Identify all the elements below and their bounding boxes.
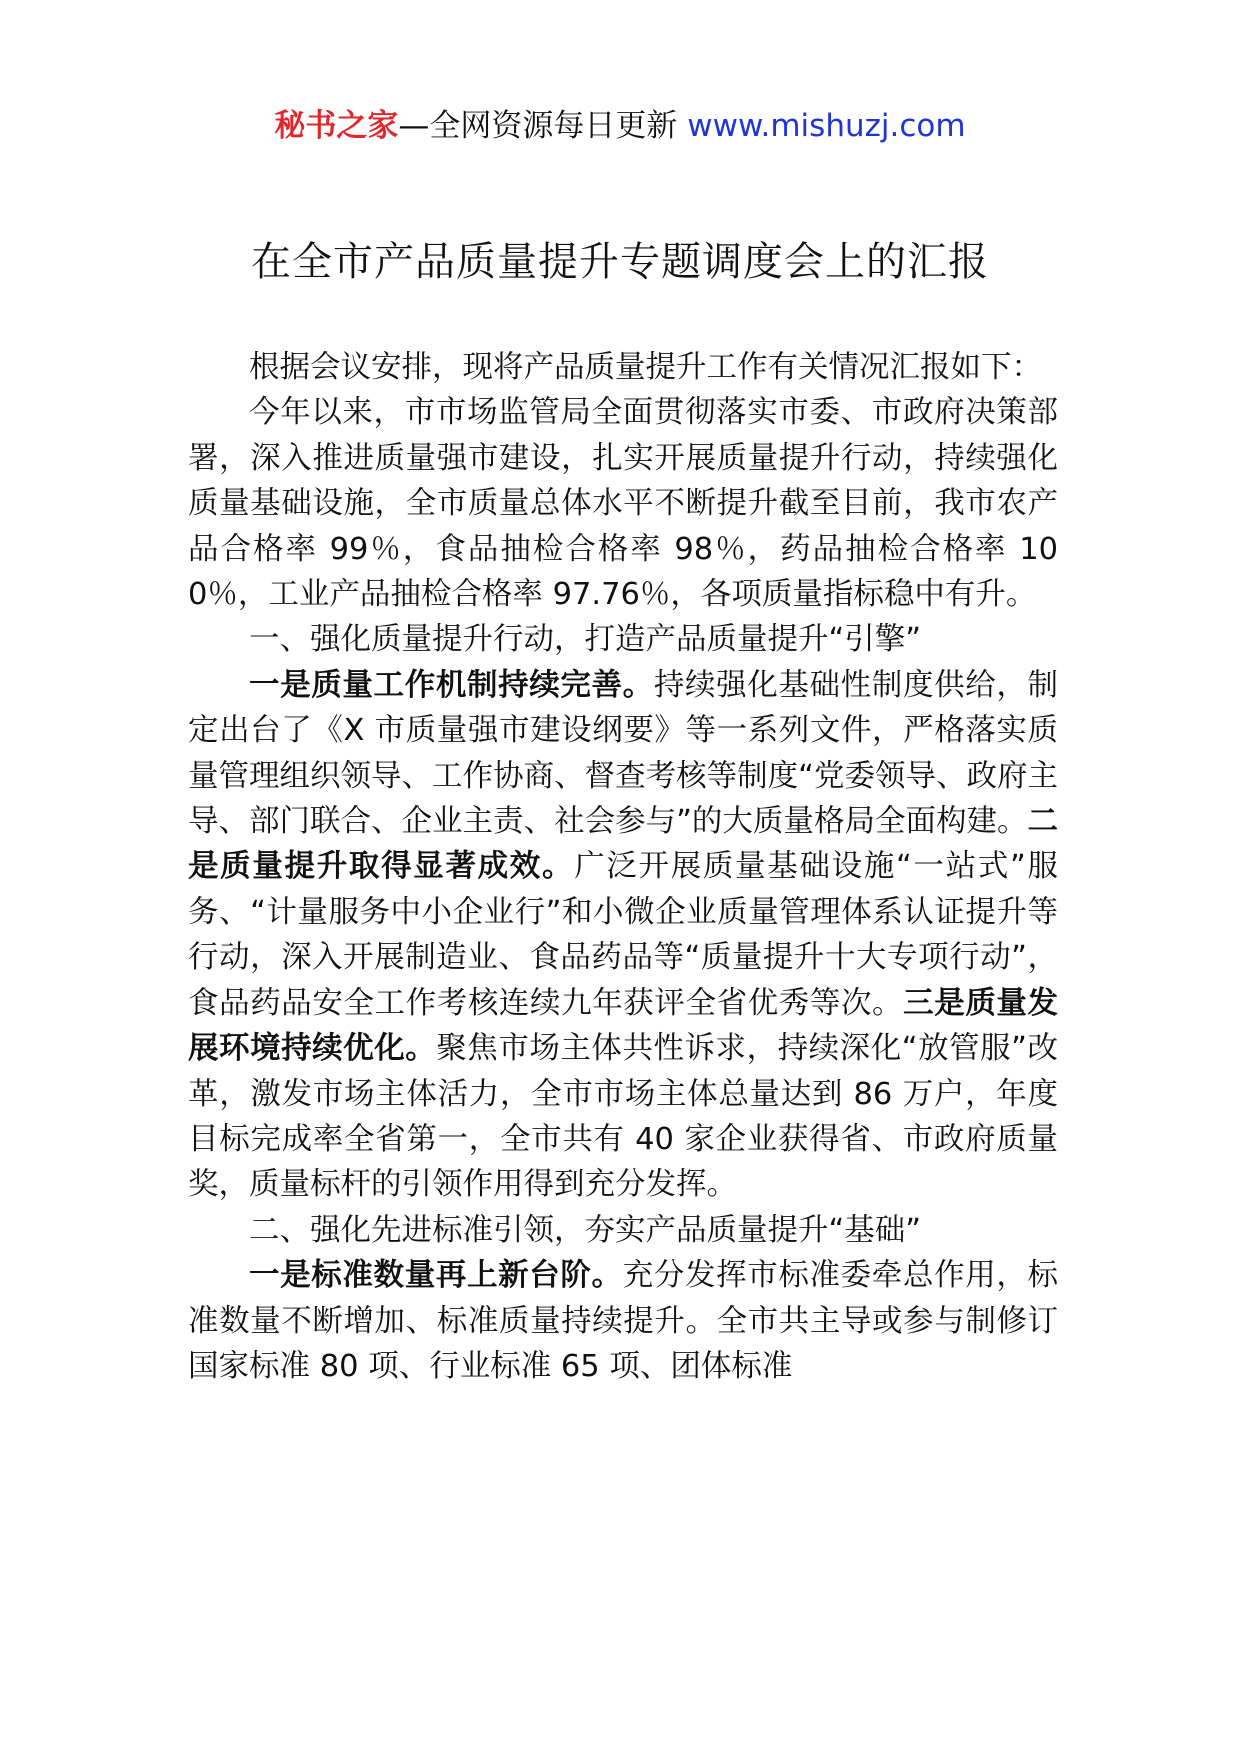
section-1-point-1-text: 持续强化基础性制度供给，制定出台了《X 市质量强市建设纲要》等一系列文件，严格落实质量管理组织领导、工作协商、督查考核等制度“党委领导、政府主导、部门联合、企业主责、社会参与”的大质量格局全面构建。 [188,667,1059,840]
section-1-point-2-text: 广泛开展质量基础设施“一站式”服务、“计量服务中小企业行”和小微企业质量管理体系认证提升等行动，深入开展制造业、食品药品等“质量提升十大专项行动”，食品药品安全工作考核连续九年获评全省优秀等次。 [188,849,1059,1021]
intro-paragraph: 根据会议安排，现将产品质量提升工作有关情况汇报如下： [249,350,1042,385]
site-slogan: —全网资源每日更新 [398,108,688,144]
section-2-point-1-lead: 一是标准数量再上新台阶。 [249,1258,623,1294]
document-body [188,345,1058,1389]
section-1-point-1-lead: 一是质量工作机制持续完善。 [249,667,654,703]
section-1-heading: 一、强化质量提升行动，打造产品质量提升“引擎” [249,622,922,658]
section-2-paragraph [188,1253,1058,1389]
section-1-point-3-text: 聚焦市场主体共性诉求，持续深化“放管服”改革，激发市场主体活力，全市市场主体总量达到 86 万户，年度目标完成率全省第一，全市共有 40 家企业获得省、市政府质量奖，质量标杆的引领作用得到充分发挥。 [188,1031,1059,1203]
section-1-paragraph [188,663,1058,1208]
section-1-point-3-lead: 三是质量发展环境持续优化。 [188,985,1059,1067]
site-url-link[interactable]: www.mishuzj.com [687,108,966,144]
section-2-point-1-text: 充分发挥市标准委牵总作用，标准数量不断增加、标准质量持续提升。全市共主导或参与制修订国家标准 80 项、行业标准 65 项、团体标准 [188,1258,1059,1384]
overview-paragraph: 今年以来，市市场监管局全面贯彻落实市委、市政府决策部署，深入推进质量强市建设，扎实开展质量提升行动，持续强化质量基础设施，全市质量总体水平不断提升截至目前，我市农产品合格率 99％，食品抽检合格率 98％，药品抽检合格率 100％，工业产品抽检合格率 97.76％，各项质量指标稳中有升。 [188,395,1058,613]
site-header [0,106,1240,146]
section-1-point-2-lead: 二是质量提升取得显著成效。 [188,804,1058,885]
site-brand: 秘书之家 [274,108,399,144]
section-2-heading: 二、强化先进标准引领，夯实产品质量提升“基础” [249,1212,922,1248]
document-title: 在全市产品质量提升专题调度会上的汇报 [251,239,989,285]
